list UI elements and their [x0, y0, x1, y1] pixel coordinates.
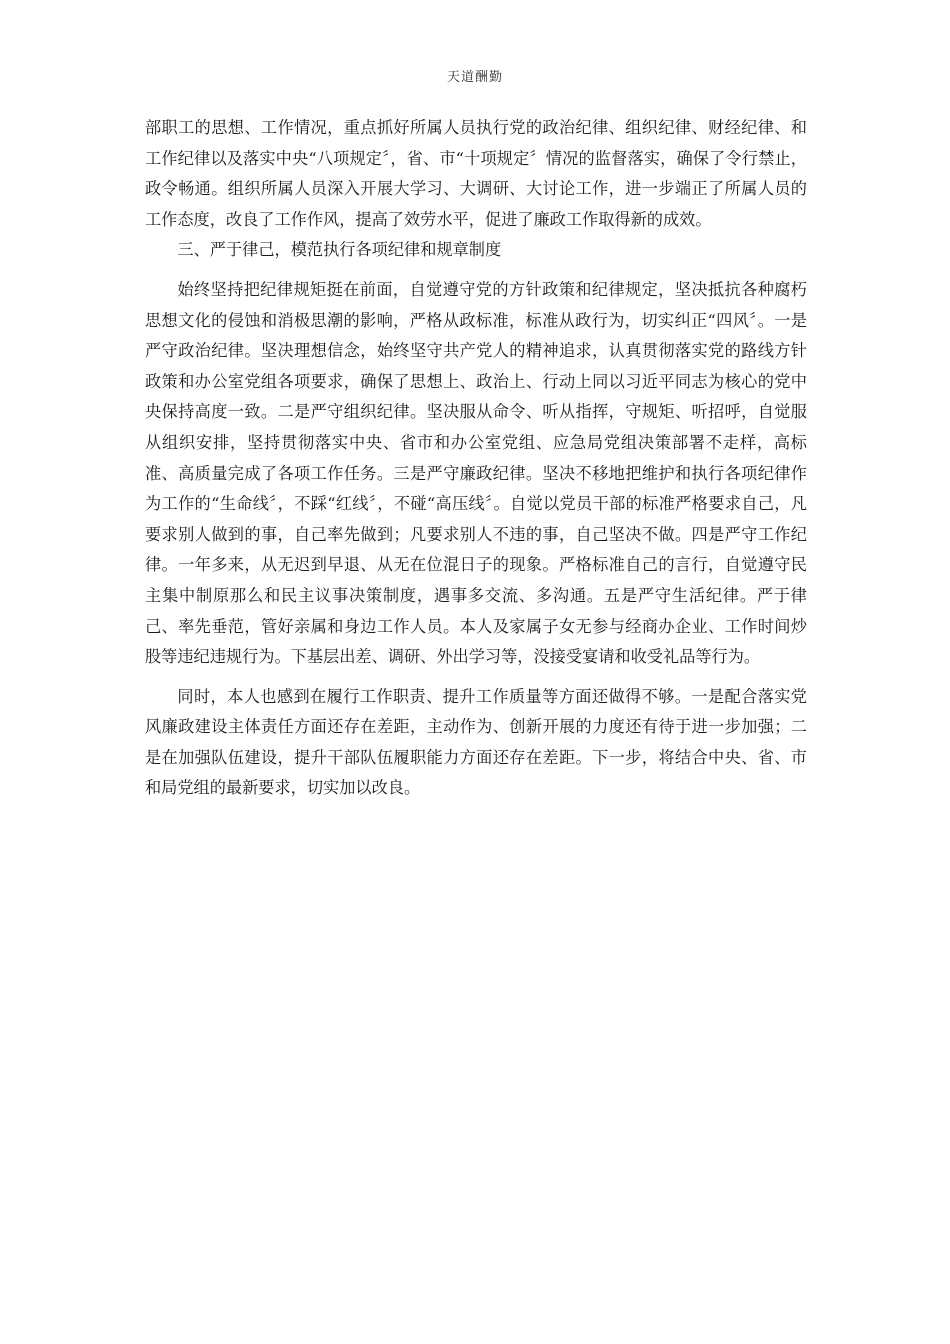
paragraph-shortcomings: 同时，本人也感到在履行工作职责、提升工作质量等方面还做得不够。一是配合落实党风廉政建设主体责任方面还存在差距，主动作为、创新开展的力度还有待于进一步加强；二是在加强队伍建设，提升干部队伍履职能力方面还存在差距。下一步，将结合中央、省、市和局党组的最新要求，切实加以改良。 [145, 686, 807, 798]
paragraph-discipline: 始终坚持把纪律规矩挺在前面，自觉遵守党的方针政策和纪律规定，坚决抵抗各种腐朽思想文化的侵蚀和消极思潮的影响，严格从政标准，标准从政行为，切实纠正“四风〞。一是严守政治纪律。坚决理想信念，始终坚守共产党人的精神追求，认真贯彻落实党的路线方针政策和办公室党组各项要求，确保了思想上、政治上、行动上同以习近平同志为核心的党中央保持高度一致。二是严守组织纪律。坚决服从命令、听从指挥，守规矩、听招呼，自觉服从组织安排，坚持贯彻落实中央、省市和办公室党组、应急局党组决策部署不走样，高标准、高质量完成了各项工作任务。三是严守廉政纪律。坚决不移地把维护和执行各项纪律作为工作的“生命线〞，不踩“红线〞，不碰“高压线〞。自觉以党员干部的标准严格要求自己，凡要求别人做到的事，自己率先做到；凡要求别人不违的事，自己坚决不做。四是严守工作纪律。一年多来，从无迟到早退、从无在位混日子的现象。严格标准自己的言行，自觉遵守民主集中制原那么和民主议事决策制度，遇事多交流、多沟通。五是严守生活纪律。严于律己、率先垂范，管好亲属和身边工作人员。本人及家属子女无参与经商办企业、工作时间炒股等违纪违规行为。下基层出差、调研、外出学习等，没接受宴请和收受礼品等行为。 [145, 279, 807, 667]
document-body [145, 113, 807, 804]
section-heading: 三、严于律己，模范执行各项纪律和规章制度 [177, 240, 502, 260]
page-header: 天道酬勤 [446, 70, 503, 85]
paragraph-continued: 部职工的思想、工作情况，重点抓好所属人员执行党的政治纪律、组织纪律、财经纪律、和工作纪律以及落实中央“八项规定〞，省、市“十项规定〞情况的监督落实，确保了令行禁止，政令畅通。组织所属人员深入开展大学习、大调研、大讨论工作，进一步端正了所属人员的工作态度，改良了工作作风，提高了效劳水平，促进了廉政工作取得新的成效。 [145, 118, 807, 229]
